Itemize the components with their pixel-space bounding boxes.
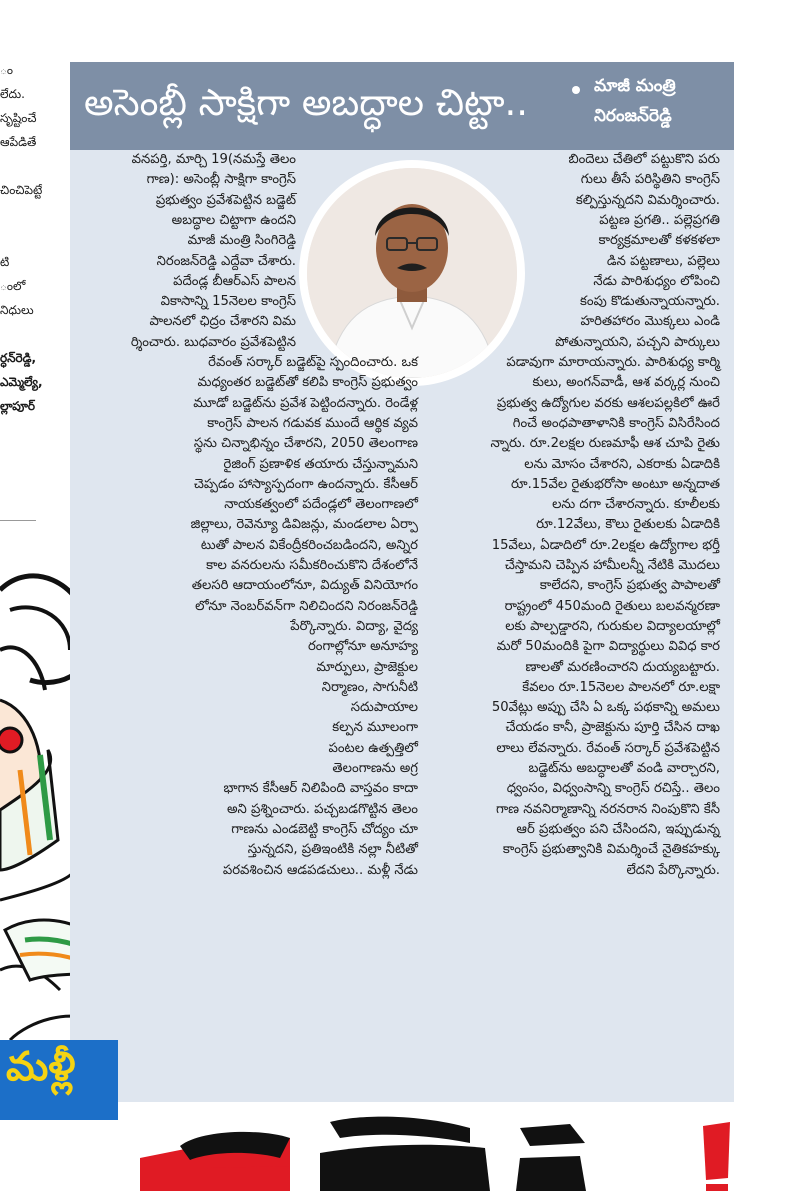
article-text-line: తెలంగాణను అగ్ర [332,761,418,776]
article-text-line: లేదని పేర్కొన్నారు. [626,862,720,878]
article-text-line: చేయడం కానీ, ప్రాజెక్టును పూర్తి చేసిన దాఖ [505,720,720,736]
left-column-line: సృష్టించే [0,111,37,125]
article-text-line: కాల వనరులను సమీకరించుకొని దేశంలోనే [206,558,418,573]
article-text-line: కార్యక్రమాలతో కళకళలా [598,233,720,249]
article-text-line: వనపర్తి, మార్చి 19(నమస్తే తెలం [131,152,296,167]
banner-large-lettering [140,1108,740,1191]
article-text-line: నాయకత్వంలో పదేండ్లలో తెలంగాణలో [224,497,418,513]
article-text-line: నేడు పారిశుధ్యం లోపించి [593,273,720,289]
article-text-line: జిల్లాలు, రెవెన్యూ డివిజన్లు, మండలాల ఏర్పా [190,517,418,533]
left-column-line: ఎమ్మెల్యే, [0,375,43,389]
article-text-line: లోనూ నెంబర్‌వన్‌గా నిలిచిందని నిరంజన్‌రెడ్డి [195,598,418,614]
article-text-line: మార్పులు, ప్రాజెక్టుల [316,659,418,675]
article-text-line: మూడో బడ్జెట్‌ను ప్రవేశ పెట్టిందన్నారు. రెండేళ్ల [193,395,418,411]
article-text-line: మాజీ మంత్రి సింగిరెడ్డి [187,233,296,249]
left-column-line: నిధులు [0,303,34,317]
article-text-line: ణాలతో మరణించారని దుయ్యబట్టారు. [525,659,720,675]
article-text-line: ధ్వంసం, విధ్వంసాన్ని కాంగ్రెస్ రచిస్తే.. తెలం [506,781,720,797]
article-text-line: రూ.12వేలు, కౌలు రైతులకు ఏడాదికి [536,517,720,533]
article-text-line: వికాసాన్ని 15నెలల కాంగ్రెస్ [160,294,296,310]
article-text-line: పట్టణ ప్రగతి.. పల్లెప్రగతి [599,212,720,228]
article-headline: అసెంబ్లీ సాక్షిగా అబద్ధాల చిట్టా.. [84,81,529,124]
article-text-line: కల్పన మూలంగా [332,720,418,736]
article-text-line: కాలేదని, కాంగ్రెస్ ప్రభుత్వ పాపాలతో [539,578,720,594]
article-text-line: స్థను చిన్నాభిన్నం చేశారని, 2050 తెలంగాణ [193,436,418,452]
article-text-line: ఆర్ ప్రభుత్వం పని చేసిందని, ఇప్పుడున్న [516,821,720,837]
left-column-line: ల్లాపూర్ [0,399,36,413]
article-text-line: సదుపాయాల [350,700,418,716]
article-text-line: పాలనలో ఛిద్రం చేశారని విమ [149,314,296,330]
left-column-line: చించిపెట్టే [0,183,43,197]
article-text-line: లను మోసం చేశారని, ఎకరాకు ఏడాదికి [524,456,720,472]
article-text-line: మరో 50మందికి పైగా విద్యార్థులు వివిధ కార [496,639,720,655]
article-text-line: రూ.15వేల రైతుభరోసా అంటూ అన్నదాత [510,476,720,492]
left-column-line: ఆపేడితే [0,135,37,149]
article-text-line: ప్రభుత్వం ప్రవేశపెట్టిన బడ్జెట్ [155,192,296,208]
article-text-line: స్తున్నదని, ప్రతిఇంటికి నల్లా నీటితో [247,842,418,858]
article-text-line: గులు తీసే పరిస్థితిని కాంగ్రెస్ [580,172,720,188]
article-text-line: కేవలం రూ.15నెలల పాలనలో రూ.లక్షా [522,679,720,695]
article-text-line: బడ్జెట్‌ను అబద్ధాలతో వండి వార్చారని, [528,761,720,776]
article-text-line: పదేండ్ల బీఆర్‌ఎస్ పాలన [173,273,296,289]
article-text-line: రైజింగ్ ప్రణాళిక తయారు చేస్తున్నామని [223,456,418,472]
article-text-line: నిర్మాణం, సాగునీటి [321,679,418,695]
article-text-line: గాణ): అసెంబ్లీ సాక్షిగా కాంగ్రెస్ [146,172,296,188]
left-column-line: లేదు. [0,87,25,101]
article-text-line: రాష్ట్రంలో 450మంది రైతులు బలవన్మరణా [504,598,720,614]
article-text-line: లకు పాల్పడ్డారని, గురుకుల విద్యాలయాల్లో [505,618,720,634]
article-text-line: చేస్తామని చెప్పిన హామీలన్నీ నేటికి మొదలు [504,558,720,573]
article-text-line: ర్శించారు. బుధవారం ప్రవేశపెట్టిన [130,334,296,350]
article-text-line: పోతున్నాయని, పచ్చని పార్కులు [555,334,720,350]
article-text-line: తలసరి ఆదాయంలోనూ, విద్యుత్ వినియోగం [191,578,418,594]
article-text-line: గాణ నవనిర్మాణాన్ని నరనరాన నింపుకొని కేసీ [495,801,720,817]
portrait-photo [307,168,517,378]
article-text-line: మధ్యంతర బడ్జెట్‌తో కలిపి కాంగ్రెస్ ప్రభుత్వం [197,375,418,391]
article-text-line: కాంగ్రెస్ పాలన గడువక ముందే ఆర్థిక వ్యవ [207,415,418,431]
article-text-line: కులు, అంగన్‌వాడీ, ఆశ వర్కర్ల నుంచి [532,375,720,391]
article-text-line: కంపు కొడుతున్నాయన్నారు. [580,294,720,310]
article-text-line: నిరంజన్‌రెడ్డి ఎద్దేవా చేశారు. [156,253,296,269]
article-text-line: పడావుగా మారాయన్నారు. పారిశుధ్య కార్మి [506,355,720,370]
article-text-line: గాణను ఎండబెట్టి కాంగ్రెస్ చోద్యం చూ [231,821,418,837]
article-text-line: చెప్పడం హాస్యాస్పదంగా ఉందన్నారు. కేసీఆర్ [193,476,418,492]
article-text-line: బిందెలు చేతిలో పట్టుకొని పరు [568,152,720,167]
bullet-icon [572,86,580,94]
article-text-line: పంటల ఉత్పత్తిలో [328,740,418,756]
article-text-line: అబద్ధాల చిట్టాగా ఉందని [171,212,296,228]
article-text-line: 15వేలు, ఏడాదిలో రూ.2లక్షల ఉద్యోగాల భర్తీ [491,537,720,553]
article-text-line: అని ప్రశ్నించారు. పచ్చబడగొట్టిన తెలం [226,801,418,817]
article-text-line: పరవశించిన ఆడపడచులు.. మళ్లీ నేడు [222,862,418,878]
article-text-line: గించే అంధపాతాళానికి కాంగ్రెస్ విసిరేసింద [512,415,720,431]
left-column-line: ంలో [0,279,26,293]
article-text-line: ప్రభుత్వ ఉద్యోగుల వరకు ఆశలపల్లకిలో ఊరే [496,395,720,411]
article-text-line: కల్పిస్తున్నదని విమర్శించారు. [575,192,720,208]
byline-name: నిరంజన్‌రెడ్డి [594,106,672,126]
banner-word: మళ్లీ [6,1044,76,1090]
left-column-line: టి [0,255,10,269]
left-column-line: ర్ధన్‌రెడ్డి, [0,351,37,365]
article-text-line: రేవంత్ సర్కార్ బడ్జెట్‌పై స్పందించారు. ఒక [208,355,418,370]
article-text-line: న్నారు. రూ.2లక్షల రుణమాఫీ ఆశ చూపి రైతు [490,436,720,452]
left-column-line: ం [0,63,14,77]
column-divider [0,520,36,521]
article-text-line: భాగాన కేసీఆర్ నిలిపింది వాస్తవం కాదా [223,781,418,797]
article-text-line: పేర్కొన్నారు. విద్యా, వైద్య [290,618,418,634]
article-text-line: లను దగా చేశారన్నారు. కూలీలకు [552,497,720,513]
article-text-line: రంగాల్లోనూ అనూహ్య [307,639,418,655]
article-text-line: కాంగ్రెస్ ప్రభుత్వానికి విమర్శించే నైతికహక్కు [502,842,720,858]
article-text-line: లాలు లేవన్నారు. రేవంత్ సర్కార్ ప్రవేశపెట్టిన [496,740,720,756]
article-text-line: టుతో పాలన వికేంద్రీకరించబడిందని, అన్నిర [200,537,418,553]
article-text-line: హరితహారం మొక్కలు ఎండి [580,314,720,330]
article-text-line: 50వేట్లు అప్పు చేసి ఏ ఒక్క పథకాన్ని అమలు [491,700,720,716]
byline-title: మాజీ మంత్రి [594,76,676,96]
article-text-line: డిన పట్టణాలు, పల్లెలు [606,253,720,269]
